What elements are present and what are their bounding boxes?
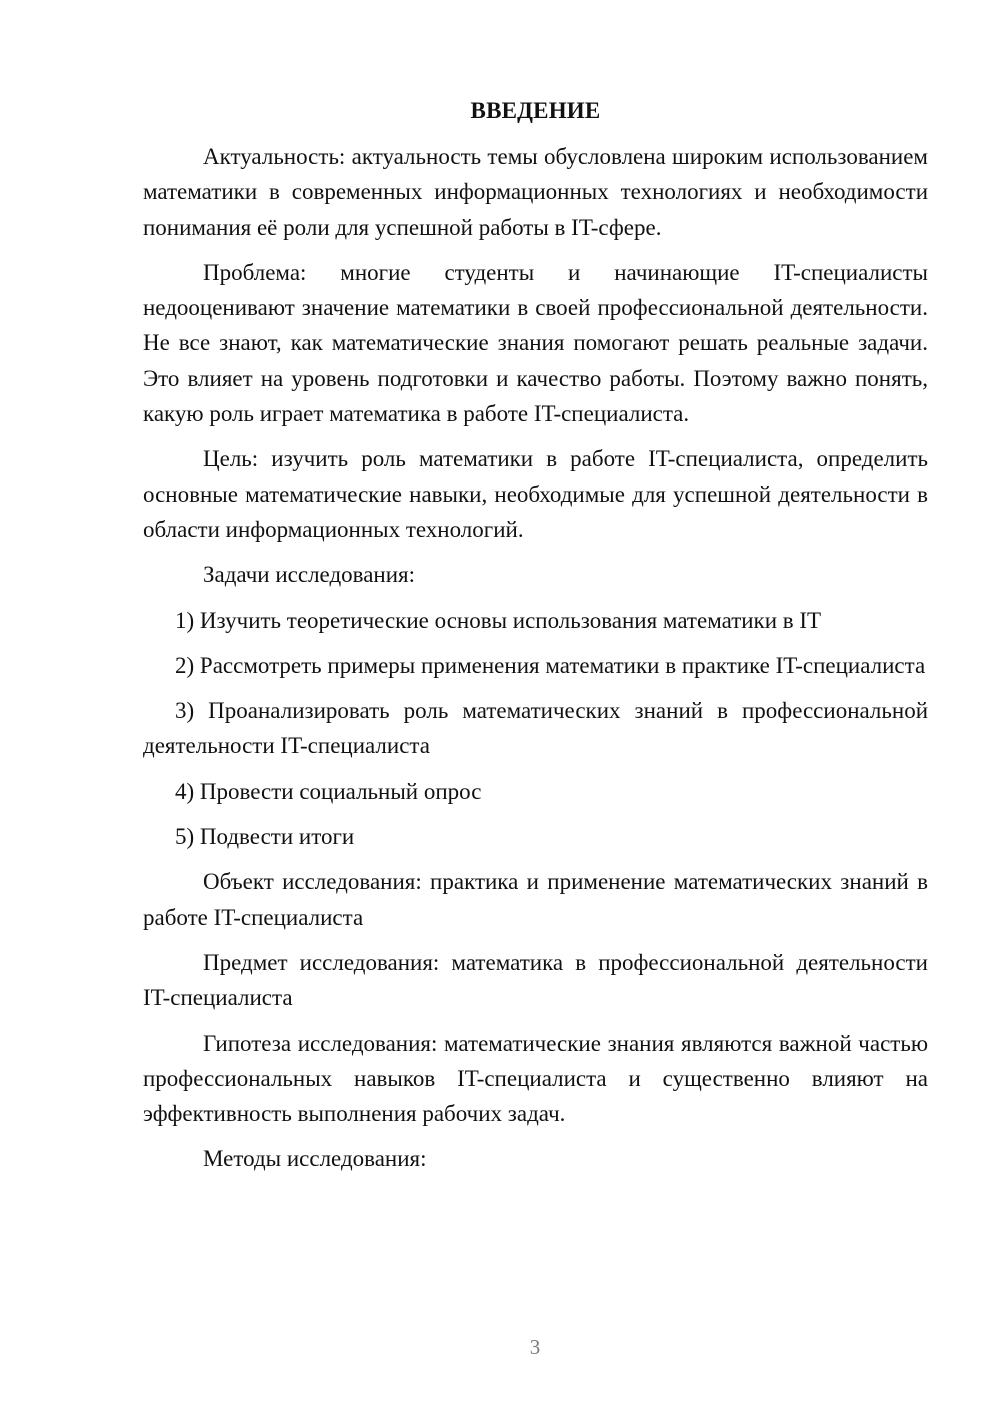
problem-paragraph: Проблема: многие студенты и начинающие IT-специалисты недооценивают значение математики в своей профессиональной деятельности. Не все знают, как математические знания помогают решать реальные задачи. Это влияет на уровень подготовки и качество работы. Поэтому важно понять, какую роль играет математика в работе IT-специалиста. [143, 259, 928, 427]
task-item-1: 1) Изучить теоретические основы использования математики в IT [175, 607, 822, 633]
page-number: 3 [529, 1335, 541, 1359]
relevance-paragraph: Актуальность: актуальность темы обусловлена широким использованием математики в современных информационных технологиях и необходимости понимания её роли для успешной работы в IT-сфере. [143, 144, 928, 240]
page-content [143, 96, 928, 1187]
task-item-3: 3) Проанализировать роль математических знаний в профессиональной деятельности IT-специалиста [143, 698, 928, 759]
section-heading: ВВЕДЕНИЕ [470, 98, 601, 123]
task-item-2: 2) Рассмотреть примеры применения математики в практике IT-специалиста [175, 652, 926, 678]
object-paragraph: Объект исследования: практика и применение математических знаний в работе IT-специалиста [143, 869, 928, 930]
hypothesis-paragraph: Гипотеза исследования: математические знания являются важной частью профессиональных навыков IT-специалиста и существенно влияют на эффективность выполнения рабочих задач. [143, 1030, 928, 1127]
tasks-title: Задачи исследования: [203, 562, 416, 588]
goal-paragraph: Цель: изучить роль математики в работе IT-специалиста, определить основные математические навыки, необходимые для успешной деятельности в области информационных технологий. [143, 446, 928, 542]
subject-paragraph: Предмет исследования: математика в профессиональной деятельности IT-специалиста [143, 949, 928, 1011]
task-item-5: 5) Подвести итоги [175, 824, 355, 850]
methods-title: Методы исследования: [203, 1146, 427, 1172]
task-item-4: 4) Провести социальный опрос [175, 778, 482, 804]
